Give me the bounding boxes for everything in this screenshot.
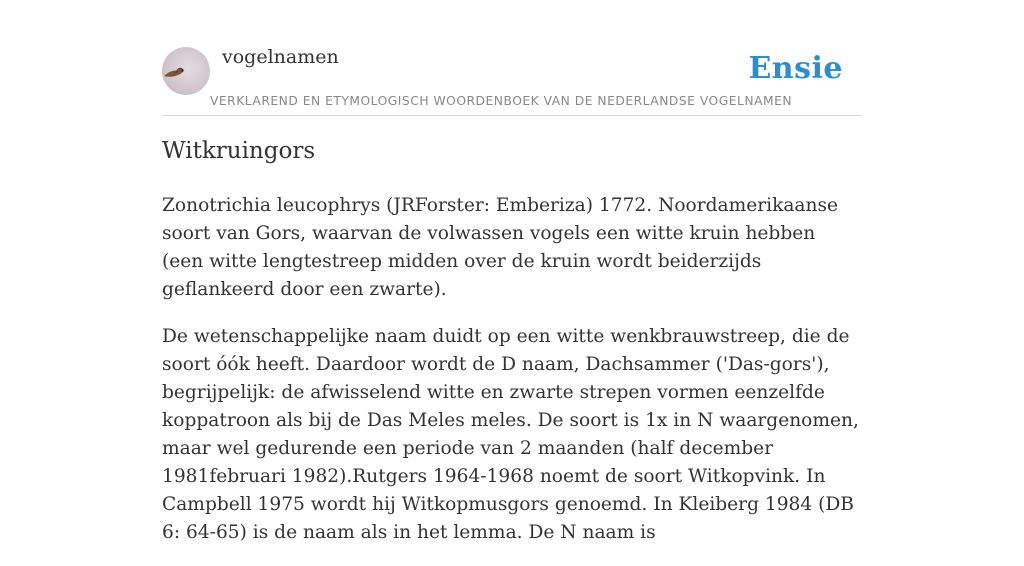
entry-paragraph: De wetenschappelijke naam duidt op een witte wenkbrauwstreep, die de soort óók heeft. Daardoor wordt de D naam, Dachsammer ('Das-gors'), begrijpelijk: de afwisselend witte en zwarte strepen vormen eenzelfde koppatroon als bij de Das Meles meles. De soort is 1x in N waargenomen, maar wel gedurende een periode van 2 maanden (half december 1981februari 1982).Rutgers 1964-1968 noemt de soort Witkopvink. In Campbell 1975 wordt hij Witkopmusgors genoemd. In Kleiberg 1984 (DB 6: 64-65) is de naam als in het lemma. De N naam is	[162, 326, 859, 543]
site-name-link[interactable]: vogelnamen	[222, 46, 339, 68]
entry-title: Witkruingors	[162, 138, 316, 164]
entry-content	[162, 192, 862, 566]
header-divider	[162, 115, 862, 116]
bird-photo-icon	[162, 47, 210, 95]
avatar[interactable]	[162, 47, 210, 95]
entry-paragraph: Zonotrichia leucophrys (JRForster: Emberiza) 1772. Noordamerikaanse soort van Gors, waarvan de volwassen vogels een witte kruin hebben (een witte lengtestreep midden over de kruin wordt beiderzijds geflankeerd door een zwarte).	[162, 195, 839, 300]
site-subtitle: VERKLAREND EN ETYMOLOGISCH WOORDENBOEK VAN DE NEDERLANDSE VOGELNAMEN	[210, 94, 793, 108]
brand-logo[interactable]: Ensie	[748, 51, 843, 86]
